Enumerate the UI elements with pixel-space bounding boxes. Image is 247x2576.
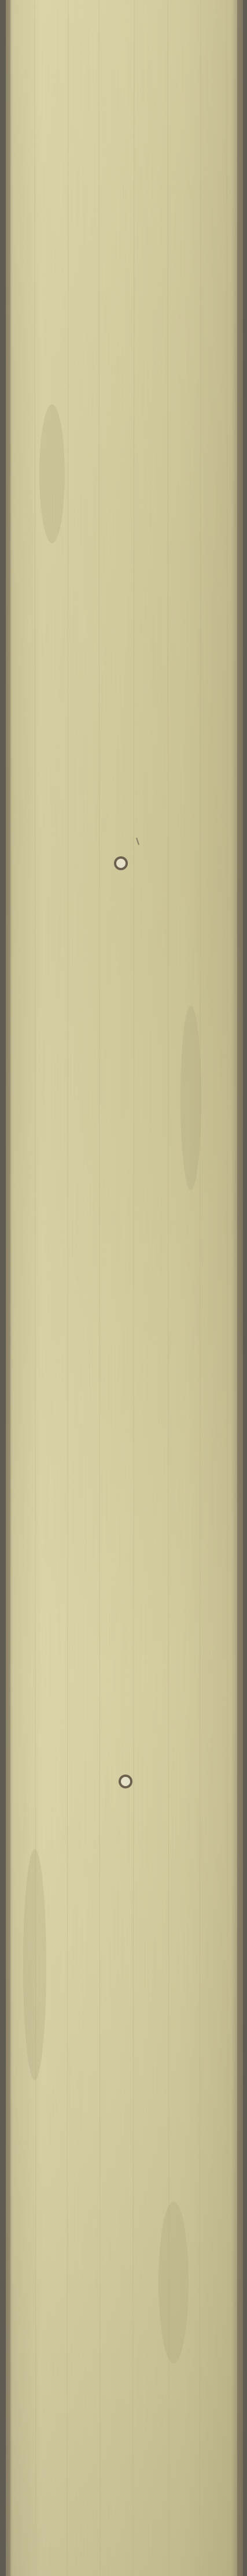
binding-hole-upper xyxy=(114,856,128,870)
left-edge-shadow xyxy=(6,0,10,2576)
slip-grain xyxy=(6,0,243,2576)
right-edge-shadow xyxy=(237,0,243,2576)
binding-hole-lower xyxy=(119,1775,132,1788)
